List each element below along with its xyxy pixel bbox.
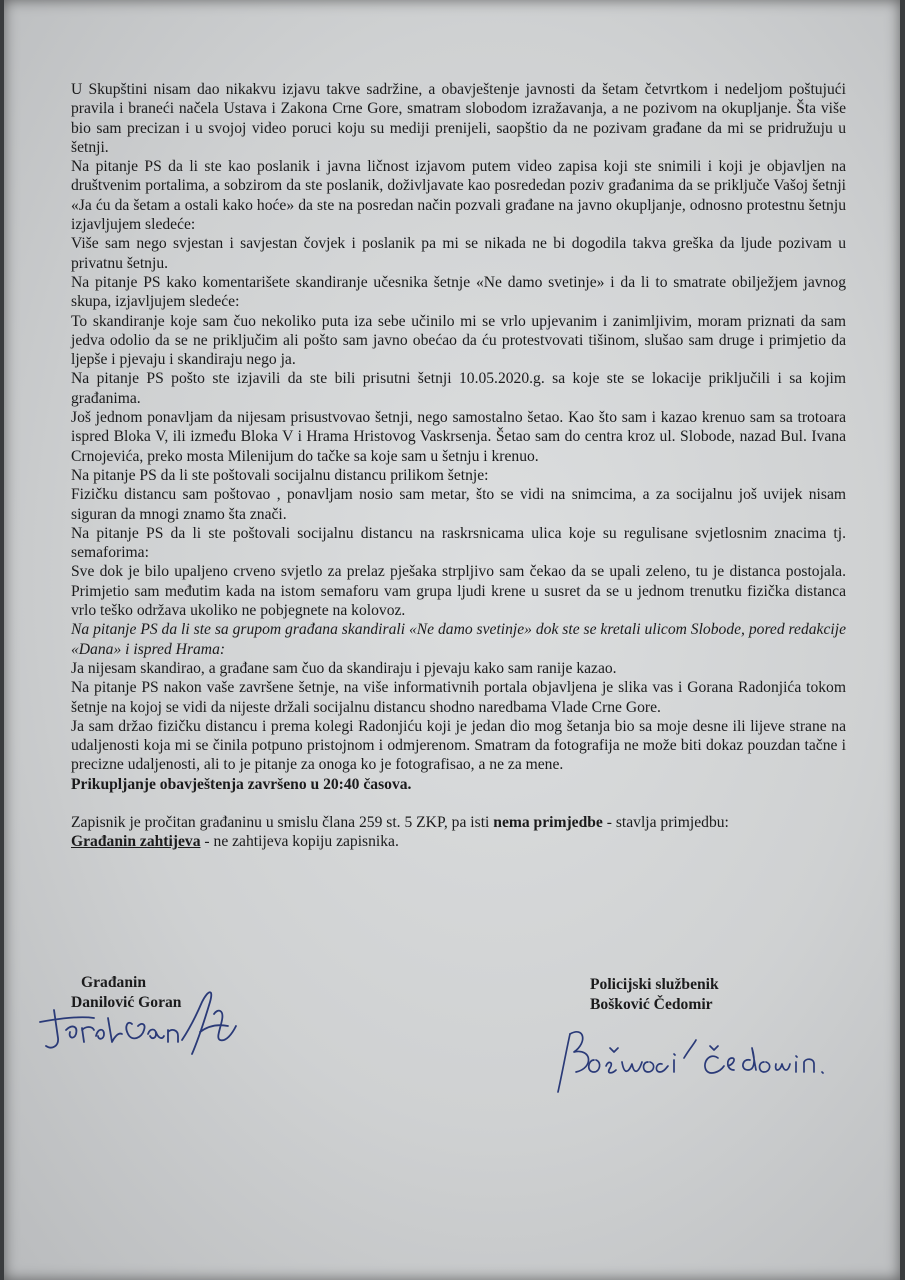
record-bold-part: nema primjedbe — [493, 813, 603, 831]
record-text-after: - stavlja primjedbu: — [602, 813, 729, 831]
question-paragraph: Na pitanje PS da li ste poštovali socijalnu distancu na raskrsnicama ulica koje su regulisane svjetlosnim znacima tj. semaforima: — [71, 524, 846, 562]
answer-paragraph: Još jednom ponavljam da nijesam prisustvovao šetnji, nego samostalno šetao. Kao što sam i kazao krenuo sam sa trotoara ispred Bloka V, ili između Bloka V i Hrama Hristovog Vaskrsenja. Šetao sam do centra kroz ul. Slobode, nazad Bul. Ivana Crnojevića, preko mosta Milenijum do tačke sa koje sam u šetnju i krenuo. — [71, 409, 846, 465]
answer-paragraph: Ja nijesam skandirao, a građane sam čuo da skandiraju i pjevaju kako sam ranije kazao. — [71, 659, 617, 677]
paragraph: U Skupštini nisam dao nikakvu izjavu takve sadržine, a obavještenje javnosti da šetam četvrtkom i nedeljom poštujući pravila i braneći načela Ustava i Zakona Crne Gore, smatram slobodom izražavanja, a ne pozivom na okupljanje. Šta više bio sam precizan i u svojoj video poruci koju su mediji prenijeli, saopštio da ne pozivam građane da mi se pridružuju u šetnji. — [71, 81, 846, 156]
document-sheet — [4, 0, 900, 1280]
answer-paragraph: Sve dok je bilo upaljeno crveno svjetlo za prelaz pješaka strpljivo sam čekao da se upali zeleno, tu je distanca postojala. Primjetio sam međutim kada na istom semaforu vam grupa ljudi krene u susret da se u jednom trenutku fizička distanca vrlo teško održava ukoliko ne pobjegnete na kolovoz. — [71, 563, 846, 620]
officer-signature-block — [590, 975, 719, 1015]
answer-paragraph: To skandiranje koje sam čuo nekoliko puta iza sebe učinilo mi se vrlo upjevanim i zanimljivim, moram priznati da sam jedva odolio da se ne priključim ali pošto sam javno obećao da ću protestvovati tišinom, slušao sam druge i primjetio da ljepše i pjevaju i skandiraju nego ja. — [71, 312, 846, 369]
answer-paragraph: Više sam nego svjestan i savjestan čovjek i poslanik pa mi se nikada ne bi dogodila takva greška da ljude pozivam u privatnu šetnju. — [71, 235, 846, 272]
question-paragraph: Na pitanje PS da li ste kao poslanik i javna ličnost izjavom putem video zapisa koji ste snimili i koji je objavljen na društvenim portalima, a sobzirom da ste poslanik, doživljavate kao posrededan poziv građanima da se priključe Vašoj šetnji «Ja ću da šetam a ostali kako hoće» da ste na posredan način pozvali građane na javno okupljanje, odnosno protestnu šetnju izjavljujem sledeće: — [71, 158, 846, 234]
answer-paragraph: Ja sam držao fizičku distancu i prema kolegi Radonjiću koji je jedan dio mog šetanja bio sa moje desne ili lijeve strane na udaljenosti koja mi se činila potpuno pristojnom i odmjerenom. Smatram da fotografija ne može biti dokaz pouzdan tačne i precizne udaljenosti, ali to je pitanje za onoga ko je fotografisao, a ne za mene. — [71, 717, 846, 774]
record-text-before: Zapisnik je pročitan građaninu u smislu člana 259 st. 5 ZKP, pa isti — [71, 813, 494, 831]
record-text-end: - ne zahtijeva kopiju zapisnika. — [200, 833, 399, 851]
statement-body — [71, 80, 846, 852]
question-paragraph: Na pitanje PS kako komentarišete skandiranje učesnika šetnje «Ne damo svetinje» i da li to smatrate obilježjem javnog skupa, izjavljujem sledeće: — [71, 273, 846, 311]
officer-name: Bošković Čedomir — [590, 996, 713, 1013]
citizen-name: Danilović Goran — [71, 994, 182, 1011]
question-paragraph-italic: Na pitanje PS da li ste sa grupom građana skandirali «Ne damo svetinje» dok ste se kretali ulicom Slobode, pored redakcije «Dana» i ispred Hrama: — [71, 621, 846, 658]
officer-handwritten-signature-icon — [544, 1018, 834, 1108]
officer-title: Policijski službenik — [590, 976, 719, 993]
answer-paragraph: Fizičku distancu sam poštovao , ponavljam nosio sam metar, što se vidi na snimcima, a za socijalnu još uvijek nisam siguran da mnogi znamo šta znači. — [71, 486, 846, 523]
record-statement — [71, 813, 846, 852]
closing-line: Prikupljanje obavještenja završeno u 20:40 časova. — [71, 775, 412, 793]
question-paragraph: Na pitanje PS pošto ste izjavili da ste bili prisutni šetnji 10.05.2020.g. sa koje ste se lokacije priključili i sa kojim građanima. — [71, 370, 846, 407]
citizen-handwritten-signature-icon — [32, 980, 247, 1075]
spacer — [71, 794, 846, 813]
question-paragraph: Na pitanje PS da li ste poštovali socijalnu distancu prilikom šetnje: — [71, 466, 489, 484]
question-paragraph: Na pitanje PS nakon vaše završene šetnje, na više informativnih portala objavljena je slika vas i Gorana Radonjića tokom šetnje na kojoj se vidi da nijeste držali socijalnu distancu shodno naredbama Vlade Crne Gore. — [71, 679, 846, 716]
record-underlined-part: Građanin zahtijeva — [71, 833, 201, 851]
citizen-title: Građanin — [81, 974, 146, 991]
